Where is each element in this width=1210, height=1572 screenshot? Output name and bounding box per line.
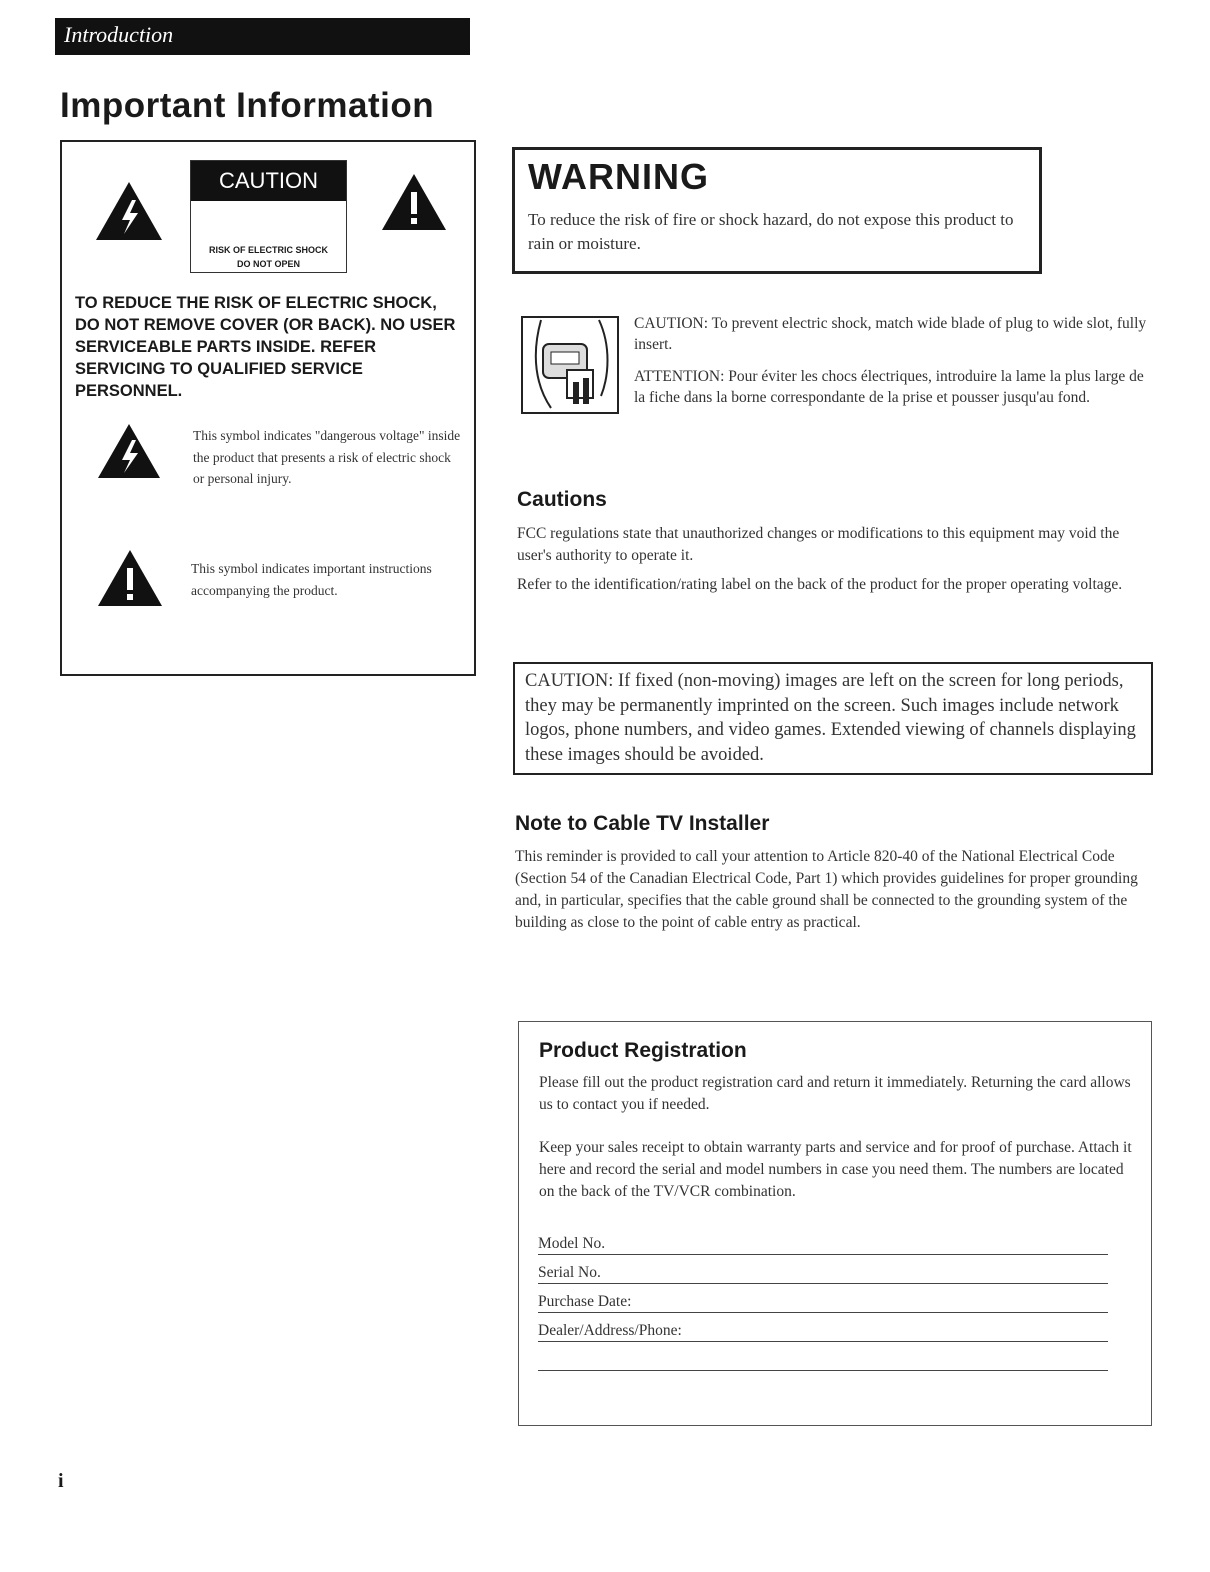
purchase-date-line: [538, 1312, 1108, 1313]
cautions-heading: Cautions: [517, 488, 607, 511]
section-header-bar: [55, 18, 470, 55]
exclamation-triangle-icon: [96, 548, 164, 608]
dealer-info-line: [538, 1341, 1108, 1342]
serial-number-line: [538, 1283, 1108, 1284]
dangerous-voltage-description: This symbol indicates "dangerous voltage" inside the product that presents a risk of electric shock or personal injury.: [193, 428, 461, 486]
model-number-label: Model No.: [538, 1235, 609, 1253]
plug-caution-french: ATTENTION: Pour éviter les chocs électriques, introduire la lame la plus large de la fiche dans la borne correspondante de la prise et pousser jusqu'au fond.: [634, 368, 1144, 406]
image-burn-caution-box: [513, 662, 1153, 775]
caution-label-title: CAUTION: [191, 161, 346, 201]
registration-paragraph-2: Keep your sales receipt to obtain warranty parts and service and for proof of purchase. Attach it here and record the serial and model numbers in case you need them. The numbers are located on the back of the TV/VCR combination.: [539, 1139, 1132, 1200]
polarized-plug-icon: [521, 316, 619, 414]
dealer-info-extra-line[interactable]: [538, 1351, 1108, 1375]
registration-paragraph-1: Please fill out the product registration card and return it immediately. Returning the card allows us to contact you if needed.: [539, 1074, 1131, 1113]
model-number-line: [538, 1254, 1108, 1255]
dealer-info-field[interactable]: [538, 1322, 1108, 1346]
model-number-field[interactable]: [538, 1235, 1108, 1259]
exclamation-triangle-icon: [380, 172, 448, 232]
cable-installer-text: This reminder is provided to call your attention to Article 820-40 of the National Electrical Code (Section 54 of the Canadian Electrical Code, Part 1) which provides guidelines for proper grounding and, in particular, specifies that the cable ground shall be connected to the grounding system of the building as close to the point of cable entry as practical.: [515, 848, 1138, 931]
registration-heading: Product Registration: [539, 1039, 747, 1062]
shock-statement: TO REDUCE THE RISK OF ELECTRIC SHOCK, DO NOT REMOVE COVER (OR BACK). NO USER SERVICEABLE PARTS INSIDE. REFER SERVICING TO QUALIFIED SERVICE PERSONNEL.: [75, 294, 456, 400]
page-title: Important Information: [60, 86, 435, 125]
page-number: i: [58, 1470, 64, 1492]
caution-label-line1: RISK OF ELECTRIC SHOCK: [208, 245, 328, 255]
warning-title: WARNING: [528, 156, 709, 197]
purchase-date-label: Purchase Date:: [538, 1293, 635, 1311]
caution-symbols-panel: [60, 140, 476, 676]
purchase-date-field[interactable]: [538, 1293, 1108, 1317]
serial-number-field[interactable]: [538, 1264, 1108, 1288]
cautions-fcc-paragraph: FCC regulations state that unauthorized changes or modifications to this equipment may void the user's authority to operate it.: [517, 525, 1120, 564]
cautions-voltage-paragraph: Refer to the identification/rating label on the back of the product for the proper operating voltage.: [517, 576, 1123, 593]
cable-installer-heading: Note to Cable TV Installer: [515, 812, 770, 835]
plug-caution-english: CAUTION: To prevent electric shock, match wide blade of plug to wide slot, fully insert.: [634, 315, 1147, 353]
lightning-triangle-icon: [94, 180, 164, 242]
warning-text: To reduce the risk of fire or shock hazard, do not expose this product to rain or moisture.: [528, 210, 1014, 253]
blank-line: [538, 1370, 1108, 1371]
serial-number-label: Serial No.: [538, 1264, 605, 1282]
caution-label-line2: DO NOT OPEN: [236, 259, 300, 269]
image-burn-caution-text: CAUTION: If fixed (non-moving) images are left on the screen for long periods, they may be permanently imprinted on the screen. Such images include network logos, phone numbers, and video games. Extended viewing of channels displaying these images should be avoided.: [525, 671, 1136, 765]
warning-box: [512, 147, 1042, 274]
caution-label: [190, 160, 347, 273]
important-instructions-description: This symbol indicates important instructions accompanying the product.: [191, 561, 432, 598]
dealer-info-label: Dealer/Address/Phone:: [538, 1322, 686, 1340]
section-header-label: Introduction: [64, 22, 174, 47]
lightning-triangle-icon: [96, 422, 162, 480]
